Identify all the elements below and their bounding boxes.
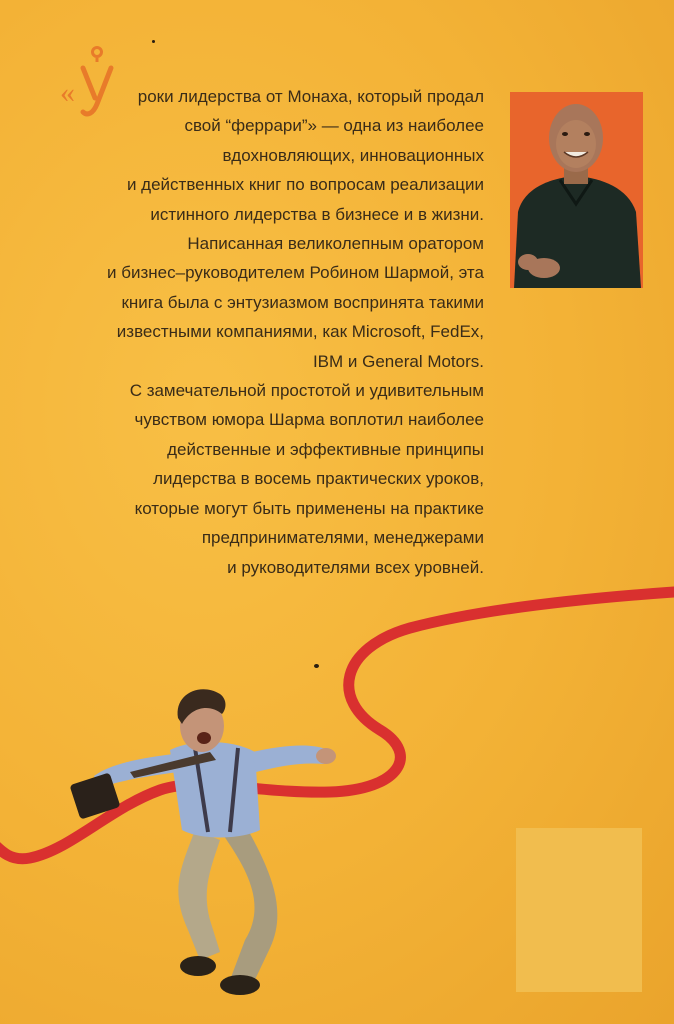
- blurb-line: вдохновляющих, инновационных: [222, 145, 484, 165]
- blurb-line: и действенных книг по вопросам реализации: [126, 175, 484, 195]
- print-speck: [314, 664, 319, 668]
- print-speck: [152, 40, 155, 43]
- blurb-line: чувством юмора Шарма воплотил наиболее: [134, 410, 484, 430]
- blurb-line: лидерства в восемь практических уроков,: [153, 469, 484, 489]
- opening-quote-mark: «: [60, 76, 75, 109]
- blurb-line: С замечательной простотой и удивительным: [129, 381, 484, 401]
- author-photo: [510, 92, 643, 288]
- blurb-line: известными компаниями, как Microsoft, FedEx,: [116, 322, 484, 342]
- blurb-line: истинного лидерства в бизнесе и в жизни.: [150, 204, 484, 224]
- blurb-line: которые могут быть применены на практике: [134, 498, 484, 518]
- blurb-line: действенные и эффективные принципы: [167, 439, 484, 459]
- blurb-line: свой “феррари”» — одна из наиболее: [184, 116, 484, 136]
- barcode-area: [516, 828, 642, 992]
- blurb-line: предпринимателями, менеджерами: [201, 528, 484, 548]
- cover-blurb: [60, 82, 484, 582]
- blurb-line: книга была с энтузиазмом воспринята такими: [121, 292, 484, 312]
- running-businessman-illustration: [70, 680, 340, 1000]
- blurb-line: и бизнес–руководителем Робином Шармой, эта: [107, 263, 484, 283]
- blurb-line: роки лидерства от Монаха, который продал: [137, 87, 484, 106]
- blurb-line: и руководителями всех уровней.: [227, 557, 484, 577]
- blurb-line: Написанная великолепным оратором: [187, 234, 484, 254]
- blurb-line: IBM и General Motors.: [312, 351, 484, 371]
